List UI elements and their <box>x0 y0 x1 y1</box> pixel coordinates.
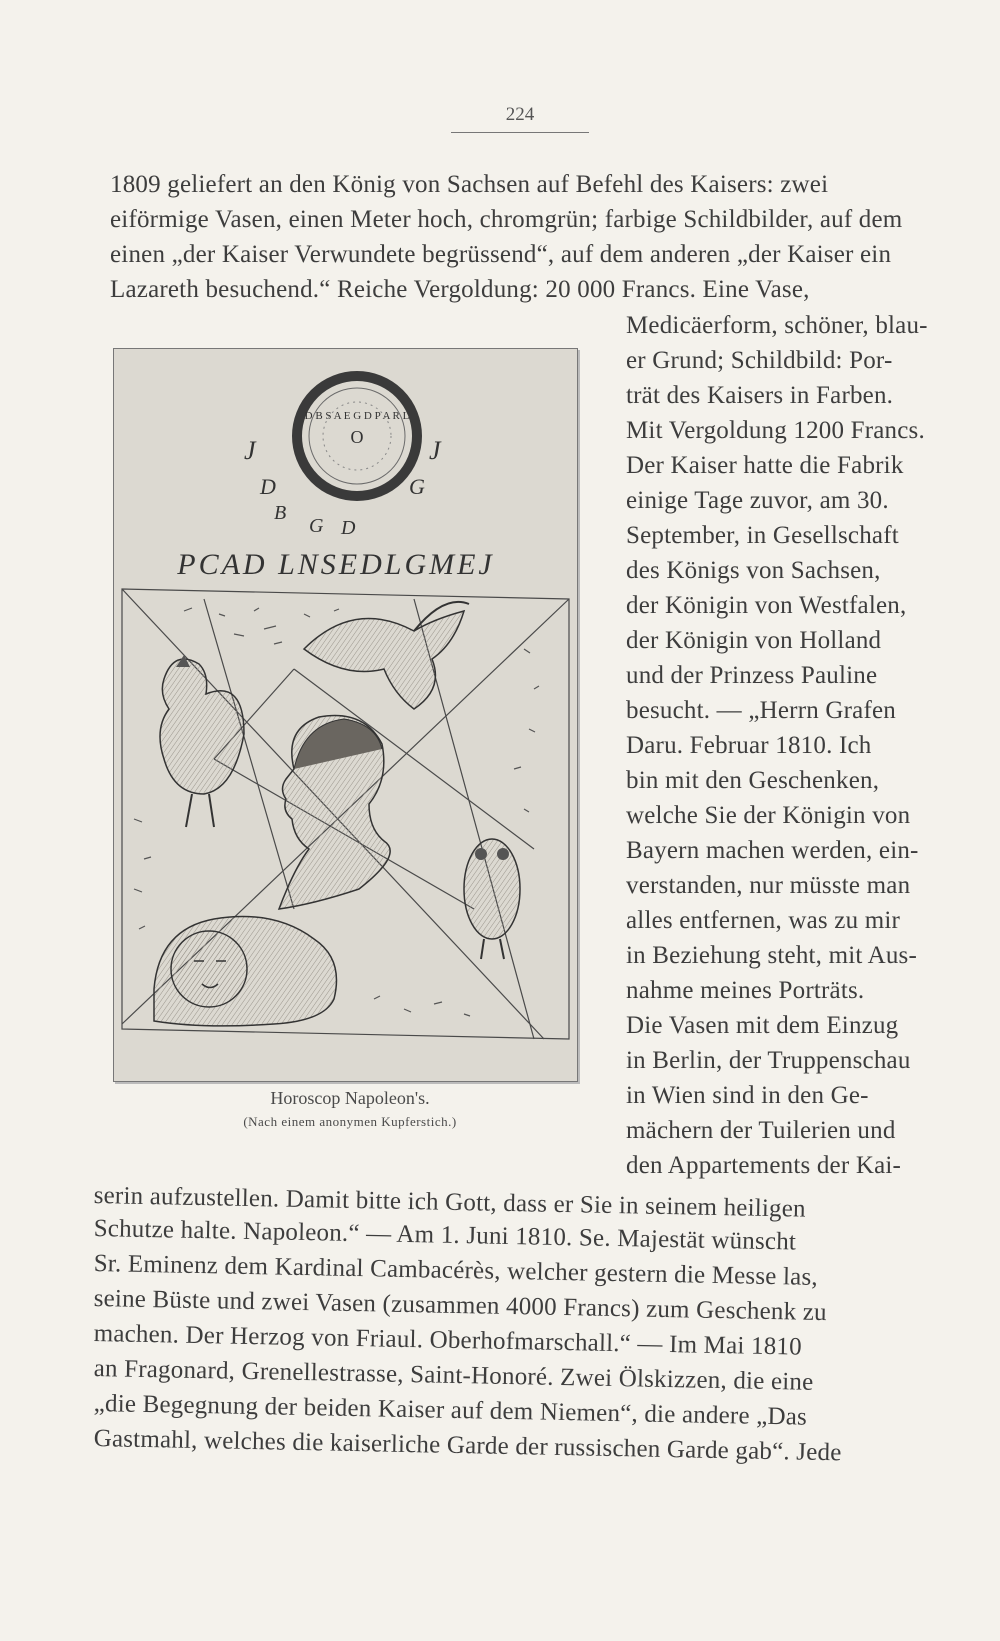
ring-letters: D B S A E G D P A R L <box>304 410 410 422</box>
text-line-top-3: einen „der Kaiser Verwundete begrüssend“, auf dem anderen „der Kaiser ein <box>110 241 892 268</box>
side-line-25: den Appartements der Kai- <box>626 1152 902 1179</box>
side-line-11: und der Prinzess Pauline <box>626 662 878 689</box>
script-letter-left-4: G <box>309 515 324 537</box>
side-line-2: er Grund; Schildbild: Por- <box>626 347 893 374</box>
side-line-23: in Wien sind in den Ge- <box>626 1082 869 1109</box>
page-number-rule <box>451 132 589 133</box>
side-line-5: Der Kaiser hatte die Fabrik <box>626 452 904 479</box>
ring-center-letter: O <box>350 427 364 447</box>
side-line-15: welche Sie der Königin von <box>626 802 911 829</box>
side-line-16: Bayern machen werden, ein- <box>626 837 919 864</box>
figure-caption-title: Horoscop Napoleon's. <box>270 1088 430 1108</box>
text-line-top-1: 1809 geliefert an den König von Sachsen auf Befehl des Kaisers: zwei <box>110 171 829 198</box>
page-number: 224 <box>505 104 535 125</box>
side-line-20: nahme meines Porträts. <box>626 977 865 1004</box>
text-line-bottom-7: „die Begegnung der beiden Kaiser auf dem Niemen“, die andere „Das <box>93 1389 808 1431</box>
side-line-24: mächern der Tuilerien und <box>626 1117 896 1144</box>
script-letter-left-2: D <box>260 474 276 499</box>
side-line-13: Daru. Februar 1810. Ich <box>626 732 872 759</box>
script-letter-right-2: G <box>409 474 425 499</box>
text-line-bottom-3: Sr. Eminenz dem Kardinal Cambacérès, welcher gestern die Messe las, <box>93 1249 819 1291</box>
side-line-6: einige Tage zuvor, am 30. <box>626 487 889 514</box>
horoscope-engraving <box>114 349 577 1081</box>
script-letter-left-1: J <box>244 436 256 465</box>
side-line-19: in Beziehung steht, mit Aus- <box>626 942 917 969</box>
figure-caption-note: (Nach einem anonymen Kupferstich.) <box>243 1114 457 1129</box>
side-line-3: trät des Kaisers in Farben. <box>626 382 894 409</box>
side-line-18: alles entfernen, was zu mir <box>626 907 901 934</box>
horoscope-figure <box>113 348 578 1082</box>
side-line-21: Die Vasen mit dem Einzug <box>626 1012 899 1039</box>
text-line-bottom-5: machen. Der Herzog von Friaul. Oberhofmarschall.“ — Im Mai 1810 <box>93 1319 803 1361</box>
side-line-10: der Königin von Holland <box>626 627 882 654</box>
text-line-bottom-2: Schutze halte. Napoleon.“ — Am 1. Juni 1810. Se. Majestät wünscht <box>93 1214 797 1256</box>
script-letter-row: PCAD LNSEDLGMEJ <box>177 548 495 581</box>
side-line-17: verstanden, nur müsste man <box>626 872 911 899</box>
text-line-bottom-1: serin aufzustellen. Damit bitte ich Gott, dass er Sie in seinem heiligen <box>93 1181 807 1223</box>
script-letter-left-3: B <box>274 502 287 524</box>
script-letter-left-5: D <box>341 517 356 539</box>
text-line-bottom-8: Gastmahl, welches die kaiserliche Garde der russischen Garde gab“. Jede <box>93 1424 842 1467</box>
side-line-4: Mit Vergoldung 1200 Francs. <box>626 417 925 444</box>
side-line-8: des Königs von Sachsen, <box>626 557 881 584</box>
side-line-14: bin mit den Geschenken, <box>626 767 880 794</box>
side-line-9: der Königin von Westfalen, <box>626 592 907 619</box>
text-line-bottom-6: an Fragonard, Grenellestrasse, Saint-Honoré. Zwei Ölskizzen, die eine <box>93 1354 814 1396</box>
script-letter-right-1: J <box>429 436 441 465</box>
text-line-bottom-4: seine Büste und zwei Vasen (zusammen 4000 Francs) zum Geschenk zu <box>93 1284 828 1327</box>
text-line-top-2: eiförmige Vasen, einen Meter hoch, chromgrün; farbige Schildbilder, auf dem <box>110 206 903 233</box>
side-line-7: September, in Gesellschaft <box>626 522 899 549</box>
side-line-22: in Berlin, der Truppenschau <box>626 1047 911 1074</box>
side-line-12: besucht. — „Herrn Grafen <box>626 697 896 724</box>
text-line-top-4: Lazareth besuchend.“ Reiche Vergoldung: 20 000 Francs. Eine Vase, <box>110 276 810 303</box>
side-line-1: Medicäerform, schöner, blau- <box>626 312 928 339</box>
